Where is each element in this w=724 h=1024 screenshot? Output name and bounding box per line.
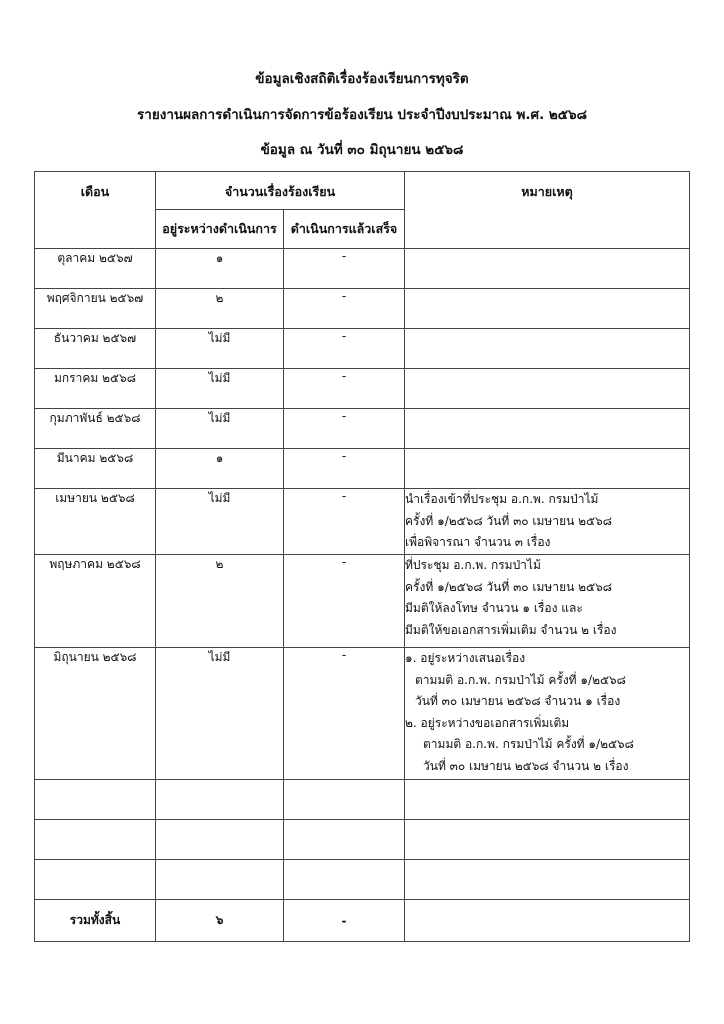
in-progress-cell: ๒ bbox=[156, 289, 284, 329]
remark-line: วันที่ ๓๐ เมษายน ๒๕๖๘ จำนวน ๑ เรื่อง bbox=[415, 694, 621, 708]
completed-cell: - bbox=[284, 369, 405, 409]
in-progress-cell: ๑ bbox=[156, 249, 284, 289]
remarks-cell bbox=[405, 449, 690, 489]
remark-line: นำเรื่องเข้าที่ประชุม อ.ก.พ. กรมป่าไม้ bbox=[405, 492, 599, 506]
in-progress-cell: ไม่มี bbox=[156, 369, 284, 409]
remark-line: ๒. อยู่ระหว่างขอเอกสารเพิ่มเติม bbox=[405, 715, 570, 730]
remarks-cell bbox=[405, 369, 690, 409]
empty-row bbox=[35, 780, 690, 820]
in-progress-cell: ไม่มี bbox=[156, 409, 284, 449]
table-row bbox=[35, 409, 690, 449]
completed-cell: - bbox=[284, 648, 405, 780]
total-label: รวมทั้งสิ้น bbox=[35, 900, 156, 942]
completed-cell: - bbox=[284, 329, 405, 369]
remarks-cell bbox=[405, 555, 690, 648]
remark-line: เพื่อพิจารณา จำนวน ๓ เรื่อง bbox=[405, 535, 551, 549]
table-row bbox=[35, 489, 690, 555]
table-row bbox=[35, 555, 690, 648]
remark-line: ที่ประชุม อ.ก.พ. กรมป่าไม้ bbox=[405, 558, 541, 572]
remark-line: ตามมติ อ.ก.พ. กรมป่าไม้ ครั้งที่ ๑/๒๕๖๘ bbox=[423, 737, 634, 751]
table-row bbox=[35, 449, 690, 489]
remark-line: วันที่ ๓๐ เมษายน ๒๕๖๘ จำนวน ๒ เรื่อง bbox=[423, 758, 629, 773]
in-progress-cell: ๑ bbox=[156, 449, 284, 489]
report-subtitle: รายงานผลการดำเนินการจัดการข้อร้องเรียน ประจำปีงบประมาณ พ.ศ. ๒๕๖๘ bbox=[136, 107, 588, 123]
total-in-progress: ๖ bbox=[156, 900, 284, 942]
empty-row bbox=[35, 860, 690, 900]
document-title: ข้อมูลเชิงสถิติเรื่องร้องเรียนการทุจริต bbox=[255, 71, 469, 87]
table-row bbox=[35, 369, 690, 409]
in-progress-cell: ไม่มี bbox=[156, 329, 284, 369]
table-row bbox=[35, 289, 690, 329]
completed-cell: - bbox=[284, 409, 405, 449]
month-cell: มกราคม ๒๕๖๘ bbox=[35, 369, 156, 409]
table-row bbox=[35, 249, 690, 289]
remark-line: ๑. อยู่ระหว่างเสนอเรื่อง bbox=[405, 651, 526, 665]
completed-cell: - bbox=[284, 249, 405, 289]
month-cell: มีนาคม ๒๕๖๘ bbox=[35, 449, 156, 489]
remark-line: ตามมติ อ.ก.พ. กรมป่าไม้ ครั้งที่ ๑/๒๕๖๘ bbox=[415, 672, 626, 687]
remarks-cell bbox=[405, 489, 690, 555]
in-progress-cell: ๒ bbox=[156, 555, 284, 648]
table-row bbox=[35, 648, 690, 780]
remarks-cell bbox=[405, 648, 690, 780]
remark-line: ครั้งที่ ๑/๒๕๖๘ วันที่ ๓๐ เมษายน ๒๕๖๘ bbox=[405, 513, 612, 528]
month-cell: ธันวาคม ๒๕๖๗ bbox=[35, 329, 156, 369]
empty-row bbox=[35, 820, 690, 860]
remark-line: มีมติให้ลงโทษ จำนวน ๑ เรื่อง และ bbox=[405, 601, 583, 615]
table-row bbox=[35, 329, 690, 369]
completed-cell: - bbox=[284, 289, 405, 329]
month-cell: เมษายน ๒๕๖๘ bbox=[35, 489, 156, 555]
completed-cell: - bbox=[284, 489, 405, 555]
total-row bbox=[35, 900, 690, 942]
header-complaint-count: จำนวนเรื่องร้องเรียน bbox=[156, 172, 405, 210]
month-cell: พฤศจิกายน ๒๕๖๗ bbox=[35, 289, 156, 329]
total-completed: - bbox=[284, 900, 405, 942]
complaints-table bbox=[34, 171, 690, 942]
month-cell: กุมภาพันธ์ ๒๕๖๘ bbox=[35, 409, 156, 449]
in-progress-cell: ไม่มี bbox=[156, 648, 284, 780]
in-progress-cell: ไม่มี bbox=[156, 489, 284, 555]
header-remarks: หมายเหตุ bbox=[405, 172, 690, 249]
header-month: เดือน bbox=[35, 172, 156, 249]
header-completed: ดำเนินการแล้วเสร็จ bbox=[284, 210, 405, 249]
month-cell: พฤษภาคม ๒๕๖๘ bbox=[35, 555, 156, 648]
remark-line: ครั้งที่ ๑/๒๕๖๘ วันที่ ๓๐ เมษายน ๒๕๖๘ bbox=[405, 579, 612, 594]
remarks-cell bbox=[405, 409, 690, 449]
month-cell: ตุลาคม ๒๕๖๗ bbox=[35, 249, 156, 289]
completed-cell: - bbox=[284, 449, 405, 489]
remarks-cell bbox=[405, 329, 690, 369]
header-in-progress: อยู่ระหว่างดำเนินการ bbox=[156, 210, 284, 249]
remarks-cell bbox=[405, 249, 690, 289]
total-remarks bbox=[405, 900, 690, 942]
remarks-cell bbox=[405, 289, 690, 329]
completed-cell: - bbox=[284, 555, 405, 648]
month-cell: มิถุนายน ๒๕๖๘ bbox=[35, 648, 156, 780]
remark-line: มีมติให้ขอเอกสารเพิ่มเติม จำนวน ๒ เรื่อง bbox=[405, 622, 617, 637]
data-date: ข้อมูล ณ วันที่ ๓๐ มิถุนายน ๒๕๖๘ bbox=[260, 142, 464, 158]
